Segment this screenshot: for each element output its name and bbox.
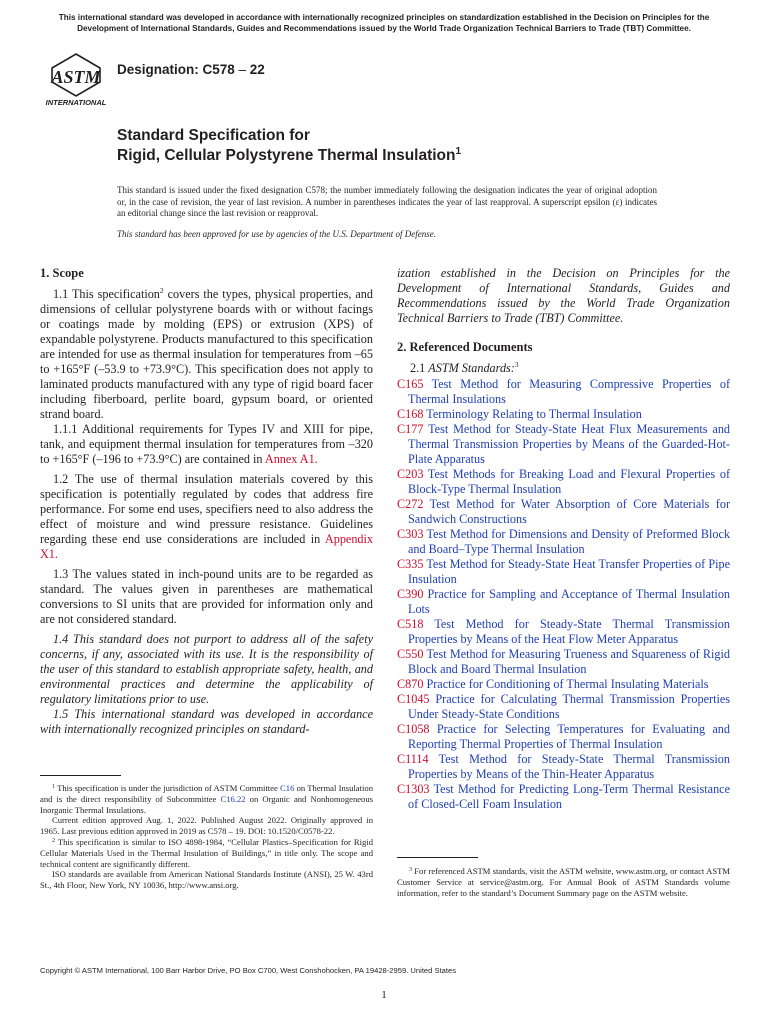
reference-code-link[interactable]: C870 — [397, 677, 424, 691]
reference-code-link[interactable]: C1114 — [397, 752, 429, 766]
reference-title-link[interactable]: Test Method for Dimensions and Density of Preformed Block and Board–Type Thermal Insulation — [408, 527, 730, 556]
reference-title-link[interactable]: Test Method for Steady-State Heat Flux Measurements and Thermal Transmission Properties by Means of the Guarded-Hot-Plate Apparatus — [408, 422, 731, 466]
para-1-2: 1.2 The use of thermal insulation materials covered by this specification is potentially regulated by codes that address fire performance. For some end uses, specifiers need to also address the effect of moisture and wind pressure resistance. Guidelines regarding these end use considerations are included in Appendix X1. — [40, 472, 373, 561]
footnote-divider-right — [397, 857, 478, 858]
designation-dash: – — [234, 62, 250, 77]
referenced-documents-heading: 2. Referenced Documents — [397, 340, 533, 354]
title-line-1: Standard Specification for — [117, 127, 310, 144]
reference-title-link[interactable]: Test Method for Steady-State Thermal Transmission Properties by Means of the Heat Flow Meter Apparatus — [408, 617, 730, 646]
title-line-2 — [117, 146, 461, 166]
para-1-4: 1.4 This standard does not purport to address all of the safety concerns, if any, associated with its use. It is the responsibility of the user of this standard to establish appropriate safety, health, and environmental practices and determine the applicability of regulatory limitations prior to use. — [40, 632, 373, 706]
reference-title-link[interactable]: Test Method for Measuring Trueness and Squareness of Rigid Block and Board Thermal Insulation — [408, 647, 730, 676]
footnote-2: $^2$ This specification is similar to ISO 4898-1984, “Cellular Plastics–Specification for Rigid Cellular Materials Used in the Thermal Insulation of Buildings,” in title only. The scope and technical content are significantly different. — [40, 836, 373, 869]
reference-item — [397, 587, 730, 617]
para-1-3: 1.3 The values stated in inch-pound units are to be regarded as standard. The values given in parentheses are mathematical conversions to SI units that are provided for information only and are not considered standard. — [40, 567, 373, 626]
reference-code-link[interactable]: C1303 — [397, 782, 430, 796]
footnotes-left — [40, 783, 373, 891]
para-1-5-continued: ization established in the Decision on Principles for the Development of International Standards, Guides and Recommendations issued by the World Trade Organization Technical Barriers to Trade (TBT) Committee. — [397, 266, 730, 325]
scope-heading: 1. Scope — [40, 266, 84, 280]
footnote-1-edition: Current edition approved Aug. 1, 2022. Published August 2022. Originally approved in 1965. Last previous edition approved in 2019 as C578 – 19. DOI: 10.1520/C0578-22. — [40, 815, 373, 837]
reference-title-link[interactable]: Test Method for Predicting Long-Term Thermal Resistance of Closed-Cell Foam Insulation — [408, 782, 730, 811]
reference-item — [397, 647, 730, 677]
reference-code-link[interactable]: C168 — [397, 407, 424, 421]
reference-item — [397, 557, 730, 587]
reference-code-link[interactable]: C1045 — [397, 692, 430, 706]
reference-code-link[interactable]: C272 — [397, 497, 424, 511]
reference-code-link[interactable]: C335 — [397, 557, 424, 571]
reference-item — [397, 497, 730, 527]
dod-notice: This standard has been approved for use by agencies of the U.S. Department of Defense. — [117, 229, 437, 239]
reference-title-link[interactable]: Practice for Conditioning of Thermal Insulating Materials — [426, 677, 709, 691]
footnote-3: $^3$ For referenced ASTM standards, visit the ASTM website, www.astm.org, or contact ASTM Customer Service at service@astm.org. For Annual Book of ASTM Standards volume information, refer to the standard’s Document Summary page on the ASTM website. — [397, 866, 730, 898]
astm-standards-label: 2.1 ASTM Standards:$^3$ — [410, 360, 519, 375]
reference-item — [397, 617, 730, 647]
reference-code-link[interactable]: C165 — [397, 377, 424, 391]
reference-item — [397, 527, 730, 557]
title-text: Rigid, Cellular Polystyrene Thermal Insulation — [117, 147, 456, 164]
designation — [117, 62, 265, 77]
reference-item — [397, 377, 730, 407]
reference-item — [397, 422, 730, 467]
reference-code-link[interactable]: C177 — [397, 422, 424, 436]
title-footnote-mark: 1 — [455, 146, 462, 157]
designation-year: 22 — [249, 62, 265, 77]
right-column — [397, 266, 730, 812]
reference-code-link[interactable]: C203 — [397, 467, 424, 481]
reference-title-link[interactable]: Terminology Relating to Thermal Insulation — [426, 407, 642, 421]
reference-item — [397, 752, 730, 782]
reference-title-link[interactable]: Test Method for Steady-State Heat Transfer Properties of Pipe Insulation — [408, 557, 730, 586]
reference-item — [397, 722, 730, 752]
reference-code-link[interactable]: C303 — [397, 527, 424, 541]
reference-code-link[interactable]: C390 — [397, 587, 424, 601]
reference-code-link[interactable]: C1058 — [397, 722, 430, 736]
title-block — [117, 126, 461, 166]
subcommittee-c16-22-link[interactable]: C16.22 — [220, 793, 246, 804]
footnote-ref-3[interactable]: 3 — [514, 360, 519, 369]
reference-title-link[interactable]: Test Method for Measuring Compressive Properties of Thermal Insulations — [408, 377, 731, 406]
reference-title-link[interactable]: Practice for Calculating Thermal Transmission Properties Under Steady-State Conditions — [408, 692, 730, 721]
reference-item — [397, 782, 730, 812]
top-notice: This international standard was developed in accordance with internationally recognized principles on standardization established in the Decision on Principles for the Development of International Standards, Guides and Recommendations issued by the World Trade Organization Technical Barriers to Trade (TBT) Committee. — [58, 13, 710, 33]
reference-item — [397, 677, 730, 692]
astm-logo-subtext: INTERNATIONAL — [45, 98, 107, 107]
reference-code-link[interactable]: C550 — [397, 647, 424, 661]
reference-title-link[interactable]: Practice for Sampling and Acceptance of Thermal Insulation Lots — [408, 587, 731, 616]
fixed-designation-notice: This standard is issued under the fixed designation C578; the number immediately following the designation indicates the year of original adoption or, in the case of revision, the year of last revision. A number in parentheses indicates the year of last reapproval. A superscript epsilon (ε) indicates an editorial change since the last revision or reapproval. — [117, 185, 657, 218]
footnote-1: $^1$ This specification is under the jurisdiction of ASTM Committee C16 on Thermal Insulation and is the direct responsibility of Subcommittee C16.22 on Organic and Nonhomogeneous Inorganic Thermal Insulations. — [40, 783, 373, 815]
committee-c16-link[interactable]: C16 — [280, 783, 295, 793]
para-1-5: 1.5 This international standard was developed in accordance with internationally recognized principles on standard- — [40, 707, 373, 736]
astm-logo — [40, 50, 112, 108]
designation-label: Designation: C578 — [117, 62, 235, 77]
para-1-1: 1.1 This specification$^2$ covers the types, physical properties, and dimensions of cellular polystyrene boards with or without facings or coatings made by molding (EPS) or extrusion (XPS) of expandable polystyrene. Products manufactured to this specification are intended for use as thermal insulation for temperatures from –65 to +165°F (–53.9 to +73.9°C). This specification does not apply to laminated products manufactured with any type of rigid board facer including fiberboard, perlite board, gypsum board, or oriented strand board. — [40, 286, 373, 421]
reference-title-link[interactable]: Test Method for Steady-State Thermal Transmission Properties by Means of the Thin-Heater Apparatus — [408, 752, 730, 781]
reference-item — [397, 467, 730, 497]
footnote-ref-2[interactable]: 2 — [159, 286, 164, 295]
reference-title-link[interactable]: Practice for Selecting Temperatures for Evaluating and Reporting Thermal Properties of Thermal Insulation — [408, 722, 730, 751]
reference-title-link[interactable]: Test Method for Water Absorption of Core Materials for Sandwich Constructions — [408, 497, 731, 526]
reference-item — [397, 407, 730, 422]
footnote-divider-left — [40, 775, 121, 776]
page-number: 1 — [381, 989, 387, 1001]
reference-code-link[interactable]: C518 — [397, 617, 424, 631]
astm-logo-text: ASTM — [51, 67, 101, 87]
reference-item — [397, 692, 730, 722]
annex-a1-link[interactable]: Annex A1 — [264, 452, 315, 466]
copyright-footer: Copyright © ASTM International, 100 Barr Harbor Drive, PO Box C700, West Conshohocken, PA 19428-2959. United States — [40, 966, 457, 975]
para-1-1-1: 1.1.1 Additional requirements for Types IV and XIII for pipe, tank, and equipment thermal insulation for temperatures from –320 to +165°F (–196 to +73.9°C) are contained in Annex A1. — [40, 422, 373, 466]
appendix-x1-link[interactable]: Appendix X1 — [40, 532, 373, 561]
footnote-2-iso: ISO standards are available from American National Standards Institute (ANSI), 25 W. 43rd St., 4th Floor, New York, NY 10036, http://www.ansi.org. — [40, 869, 373, 891]
reference-list — [397, 377, 730, 812]
reference-title-link[interactable]: Test Methods for Breaking Load and Flexural Properties of Block-Type Thermal Insulation — [408, 467, 730, 496]
left-column — [40, 266, 373, 737]
footnotes-right — [397, 866, 730, 898]
